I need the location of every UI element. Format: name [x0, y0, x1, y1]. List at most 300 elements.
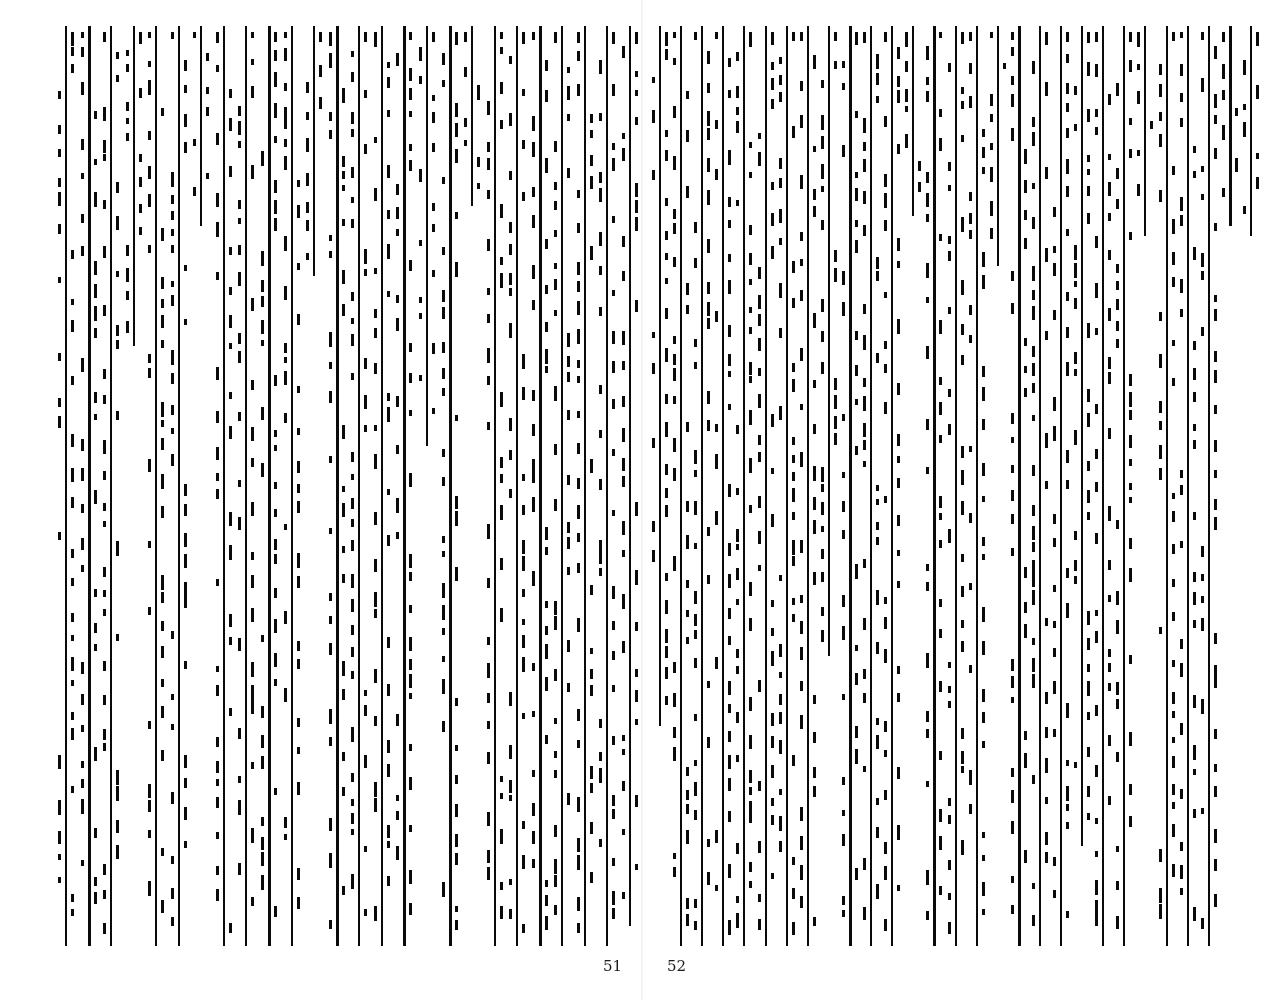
glyph-mark: [1032, 117, 1048, 127]
text-column: [442, 26, 458, 946]
glyph-mark: [926, 681, 942, 692]
glyph-mark: [171, 778, 187, 788]
glyph-mark: [673, 790, 689, 800]
glyph-mark: [216, 779, 232, 786]
glyph-mark: [396, 744, 412, 751]
glyph-mark: [81, 504, 97, 513]
glyph-mark: [238, 638, 254, 651]
glyph-mark: [464, 67, 480, 77]
glyph-mark: [948, 63, 964, 72]
glyph-mark: [1116, 199, 1132, 209]
glyph-mark: [577, 478, 593, 489]
glyph-mark: [171, 428, 187, 434]
glyph-mark: [1011, 388, 1027, 397]
glyph-mark: [577, 563, 593, 573]
glyph-mark: [261, 218, 277, 231]
glyph-mark: [758, 62, 774, 70]
glyph-mark: [969, 554, 985, 560]
text-column: [969, 26, 985, 946]
glyph-mark: [1095, 560, 1111, 570]
glyph-mark: [1095, 914, 1111, 926]
glyph-mark: [81, 246, 97, 256]
glyph-mark: [694, 630, 710, 639]
glyph-mark: [1116, 916, 1132, 929]
glyph-mark: [622, 795, 638, 807]
text-column: [1116, 26, 1132, 946]
glyph-mark: [374, 535, 390, 546]
glyph-mark: [396, 693, 412, 699]
glyph-mark: [1011, 180, 1027, 193]
glyph-mark: [351, 269, 367, 276]
glyph-mark: [284, 386, 300, 393]
glyph-mark: [622, 236, 638, 247]
text-column: [509, 26, 525, 946]
glyph-mark: [948, 162, 964, 171]
glyph-mark: [884, 693, 900, 702]
glyph-mark: [736, 172, 752, 178]
glyph-mark: [487, 882, 503, 890]
text-column: [1053, 26, 1069, 946]
glyph-mark: [926, 138, 942, 151]
glyph-mark: [103, 246, 119, 258]
glyph-mark: [509, 635, 525, 648]
glyph-mark: [193, 32, 209, 38]
glyph-mark: [374, 489, 390, 495]
glyph-mark: [926, 629, 942, 638]
glyph-mark: [1053, 229, 1069, 236]
glyph-mark: [599, 172, 615, 183]
glyph-mark: [1180, 769, 1196, 775]
glyph-mark: [715, 404, 731, 410]
glyph-mark: [238, 458, 254, 467]
glyph-mark: [532, 711, 548, 717]
left-page: [0, 0, 642, 1000]
glyph-mark: [652, 521, 668, 532]
glyph-mark: [329, 546, 345, 553]
glyph-mark: [1053, 603, 1069, 618]
text-column: [374, 26, 390, 946]
glyph-mark: [261, 756, 277, 769]
glyph-mark: [351, 599, 367, 612]
glyph-mark: [284, 83, 300, 91]
glyph-mark: [1095, 154, 1111, 160]
glyph-mark: [261, 509, 277, 517]
glyph-mark: [758, 314, 774, 326]
glyph-mark: [1011, 47, 1027, 56]
glyph-mark: [694, 543, 710, 549]
glyph-mark: [1159, 219, 1175, 234]
glyph-mark: [284, 659, 300, 669]
glyph-mark: [1011, 602, 1027, 613]
glyph-mark: [842, 645, 858, 651]
glyph-mark: [238, 728, 254, 739]
glyph-mark: [969, 855, 985, 861]
glyph-mark: [396, 53, 412, 66]
glyph-mark: [652, 150, 668, 161]
glyph-mark: [419, 32, 435, 42]
glyph-mark: [103, 395, 119, 404]
glyph-mark: [148, 131, 164, 140]
glyph-mark: [821, 630, 837, 642]
glyph-mark: [821, 416, 837, 429]
glyph-mark: [652, 505, 668, 517]
glyph-mark: [1095, 357, 1111, 369]
glyph-mark: [694, 32, 710, 40]
glyph-mark: [554, 182, 570, 190]
glyph-mark: [577, 329, 593, 344]
glyph-mark: [905, 32, 921, 47]
glyph-mark: [1116, 784, 1132, 795]
glyph-mark: [1053, 648, 1069, 657]
glyph-mark: [1201, 405, 1217, 414]
glyph-mark: [1116, 568, 1132, 582]
glyph-mark: [736, 582, 752, 596]
glyph-mark: [351, 874, 367, 889]
glyph-mark: [81, 828, 97, 838]
glyph-mark: [622, 521, 638, 535]
text-column: [216, 26, 232, 946]
glyph-mark: [396, 445, 412, 454]
glyph-mark: [948, 798, 964, 806]
glyph-mark: [329, 616, 345, 624]
glyph-mark: [1032, 481, 1048, 489]
glyph-mark: [396, 714, 412, 726]
glyph-mark: [532, 677, 548, 691]
glyph-mark: [715, 543, 731, 556]
glyph-mark: [1116, 752, 1132, 762]
glyph-mark: [103, 864, 119, 875]
glyph-mark: [238, 685, 254, 699]
text-column: [238, 26, 254, 946]
glyph-mark: [554, 410, 570, 420]
glyph-mark: [329, 185, 345, 191]
glyph-mark: [351, 318, 367, 324]
glyph-mark: [863, 54, 879, 69]
glyph-mark: [238, 59, 254, 65]
glyph-mark: [1116, 881, 1132, 890]
glyph-mark: [863, 669, 879, 679]
glyph-mark: [442, 342, 458, 353]
glyph-mark: [306, 112, 322, 120]
glyph-mark: [1011, 905, 1027, 914]
glyph-mark: [599, 232, 615, 246]
glyph-mark: [216, 118, 232, 131]
glyph-mark: [1159, 378, 1175, 386]
glyph-mark: [419, 343, 435, 354]
glyph-mark: [821, 80, 837, 88]
glyph-mark: [1011, 437, 1027, 443]
glyph-mark: [58, 613, 74, 622]
glyph-mark: [969, 275, 985, 289]
glyph-mark: [926, 46, 942, 60]
glyph-mark: [1011, 821, 1027, 834]
glyph-mark: [821, 186, 837, 192]
glyph-mark: [1074, 62, 1090, 76]
glyph-mark: [216, 797, 232, 808]
glyph-mark: [1116, 83, 1132, 96]
glyph-mark: [948, 470, 964, 485]
glyph-mark: [216, 637, 232, 645]
glyph-mark: [800, 621, 816, 634]
glyph-mark: [1201, 78, 1217, 92]
glyph-mark: [148, 315, 164, 328]
glyph-mark: [554, 86, 570, 100]
glyph-mark: [884, 617, 900, 629]
glyph-mark: [126, 118, 142, 124]
glyph-mark: [81, 662, 97, 674]
glyph-mark: [842, 220, 858, 227]
glyph-mark: [779, 92, 795, 102]
glyph-mark: [238, 762, 254, 769]
glyph-mark: [652, 170, 668, 180]
glyph-mark: [736, 425, 752, 434]
glyph-mark: [554, 168, 570, 178]
glyph-mark: [779, 712, 795, 724]
glyph-mark: [148, 900, 164, 913]
glyph-mark: [758, 99, 774, 109]
page-number-left: 51: [603, 957, 623, 975]
glyph-mark: [216, 166, 232, 177]
glyph-mark: [487, 376, 503, 385]
glyph-mark: [532, 831, 548, 844]
glyph-mark: [171, 484, 187, 496]
glyph-mark: [554, 905, 570, 915]
glyph-mark: [58, 854, 74, 860]
glyph-mark: [926, 729, 942, 738]
glyph-mark: [673, 283, 689, 295]
glyph-mark: [577, 130, 593, 138]
glyph-mark: [990, 114, 1006, 122]
glyph-mark: [1201, 633, 1217, 644]
glyph-mark: [622, 594, 638, 609]
glyph-mark: [554, 67, 570, 73]
glyph-mark: [532, 349, 548, 364]
glyph-mark: [1053, 397, 1069, 411]
glyph-mark: [442, 368, 458, 379]
glyph-mark: [715, 657, 731, 669]
glyph-mark: [1180, 368, 1196, 380]
glyph-mark: [1116, 410, 1132, 420]
glyph-mark: [652, 32, 668, 46]
glyph-mark: [758, 452, 774, 462]
glyph-mark: [1137, 150, 1153, 156]
glyph-mark: [715, 311, 731, 322]
glyph-mark: [509, 540, 525, 554]
glyph-mark: [261, 136, 277, 143]
glyph-mark: [694, 782, 710, 796]
glyph-mark: [1011, 624, 1027, 638]
glyph-mark: [577, 376, 593, 383]
glyph-mark: [1180, 64, 1196, 76]
glyph-mark: [1222, 32, 1238, 42]
glyph-mark: [842, 302, 858, 316]
glyph-mark: [863, 96, 879, 103]
glyph-mark: [969, 712, 985, 723]
glyph-mark: [1159, 784, 1175, 795]
glyph-mark: [652, 332, 668, 338]
glyph-mark: [351, 773, 367, 782]
glyph-mark: [419, 112, 435, 123]
glyph-mark: [884, 220, 900, 231]
glyph-mark: [1180, 842, 1196, 851]
glyph-mark: [238, 480, 254, 487]
glyph-mark: [577, 51, 593, 61]
glyph-mark: [374, 684, 390, 696]
glyph-mark: [487, 204, 503, 218]
glyph-mark: [58, 47, 74, 56]
glyph-mark: [103, 32, 119, 42]
glyph-mark: [1053, 890, 1069, 898]
glyph-mark: [261, 875, 277, 890]
glyph-mark: [673, 898, 689, 909]
glyph-mark: [673, 257, 689, 267]
glyph-mark: [1180, 572, 1196, 582]
glyph-mark: [374, 740, 390, 753]
glyph-mark: [673, 804, 689, 814]
glyph-mark: [577, 411, 593, 418]
glyph-mark: [884, 496, 900, 503]
glyph-mark: [532, 644, 548, 659]
glyph-mark: [969, 583, 985, 590]
text-column: [58, 26, 74, 946]
glyph-mark: [969, 32, 985, 41]
glyph-mark: [948, 217, 964, 232]
glyph-mark: [351, 799, 367, 806]
glyph-mark: [863, 499, 879, 505]
glyph-mark: [171, 114, 187, 127]
glyph-mark: [1032, 618, 1048, 626]
glyph-mark: [351, 846, 367, 852]
glyph-mark: [1011, 548, 1027, 556]
glyph-mark: [779, 740, 795, 754]
glyph-mark: [1095, 533, 1111, 544]
glyph-mark: [442, 388, 458, 396]
text-column: [622, 26, 638, 926]
glyph-mark: [396, 111, 412, 117]
glyph-mark: [419, 375, 435, 381]
glyph-mark: [171, 245, 187, 253]
glyph-mark: [419, 203, 435, 211]
glyph-mark: [863, 353, 879, 363]
glyph-mark: [599, 891, 615, 905]
glyph-mark: [1159, 445, 1175, 459]
glyph-mark: [1201, 32, 1217, 40]
glyph-mark: [622, 892, 638, 899]
glyph-mark: [779, 540, 795, 555]
glyph-mark: [1159, 579, 1175, 587]
glyph-mark: [1053, 103, 1069, 112]
glyph-mark: [216, 392, 232, 399]
glyph-mark: [1137, 91, 1153, 104]
glyph-mark: [442, 583, 458, 598]
glyph-mark: [926, 582, 942, 591]
glyph-mark: [758, 873, 774, 879]
glyph-mark: [969, 129, 985, 137]
glyph-mark: [969, 832, 985, 838]
glyph-mark: [842, 446, 858, 455]
glyph-mark: [396, 674, 412, 688]
glyph-mark: [1074, 32, 1090, 43]
text-column: [1011, 26, 1027, 946]
glyph-mark: [673, 637, 689, 644]
glyph-mark: [329, 130, 345, 139]
glyph-mark: [969, 463, 985, 476]
glyph-mark: [1095, 851, 1111, 857]
glyph-mark: [554, 356, 570, 367]
glyph-mark: [1095, 250, 1111, 260]
glyph-mark: [652, 110, 668, 123]
glyph-mark: [1053, 32, 1069, 42]
glyph-mark: [329, 156, 345, 167]
glyph-mark: [948, 501, 964, 515]
glyph-mark: [148, 245, 164, 253]
glyph-mark: [926, 911, 942, 920]
glyph-mark: [171, 755, 187, 768]
glyph-mark: [374, 363, 390, 374]
glyph-mark: [842, 694, 858, 700]
glyph-mark: [599, 307, 615, 316]
glyph-mark: [1201, 470, 1217, 478]
glyph-mark: [554, 770, 570, 778]
glyph-mark: [329, 32, 345, 46]
glyph-mark: [554, 669, 570, 681]
glyph-mark: [532, 322, 548, 332]
glyph-mark: [126, 32, 142, 44]
glyph-mark: [1201, 223, 1217, 231]
glyph-mark: [103, 471, 119, 480]
glyph-mark: [863, 396, 879, 411]
glyph-mark: [694, 318, 710, 329]
glyph-mark: [1222, 108, 1238, 116]
glyph-mark: [464, 157, 480, 167]
glyph-mark: [821, 268, 837, 282]
glyph-mark: [948, 751, 964, 764]
glyph-mark: [821, 378, 837, 390]
text-column: [351, 26, 367, 946]
glyph-mark: [1222, 125, 1238, 140]
glyph-mark: [238, 86, 254, 98]
glyph-mark: [126, 291, 142, 300]
glyph-mark: [1201, 546, 1217, 557]
glyph-mark: [1074, 712, 1090, 720]
glyph-mark: [758, 32, 774, 45]
glyph-mark: [329, 425, 345, 439]
glyph-mark: [532, 803, 548, 816]
glyph-mark: [673, 209, 689, 219]
glyph-mark: [884, 515, 900, 526]
glyph-mark: [652, 667, 668, 679]
glyph-mark: [1032, 306, 1048, 320]
glyph-mark: [351, 813, 367, 824]
glyph-mark: [1011, 567, 1027, 578]
glyph-mark: [193, 107, 209, 116]
glyph-mark: [487, 906, 503, 919]
glyph-mark: [694, 714, 710, 721]
glyph-mark: [193, 87, 209, 94]
glyph-mark: [238, 427, 254, 441]
glyph-mark: [800, 232, 816, 241]
glyph-mark: [1095, 649, 1111, 657]
glyph-mark: [800, 647, 816, 660]
glyph-mark: [58, 755, 74, 769]
glyph-mark: [1201, 764, 1217, 772]
glyph-mark: [863, 618, 879, 630]
glyph-mark: [884, 842, 900, 854]
glyph-mark: [509, 821, 525, 829]
glyph-mark: [577, 923, 593, 933]
glyph-mark: [1201, 309, 1217, 321]
glyph-mark: [715, 484, 731, 497]
